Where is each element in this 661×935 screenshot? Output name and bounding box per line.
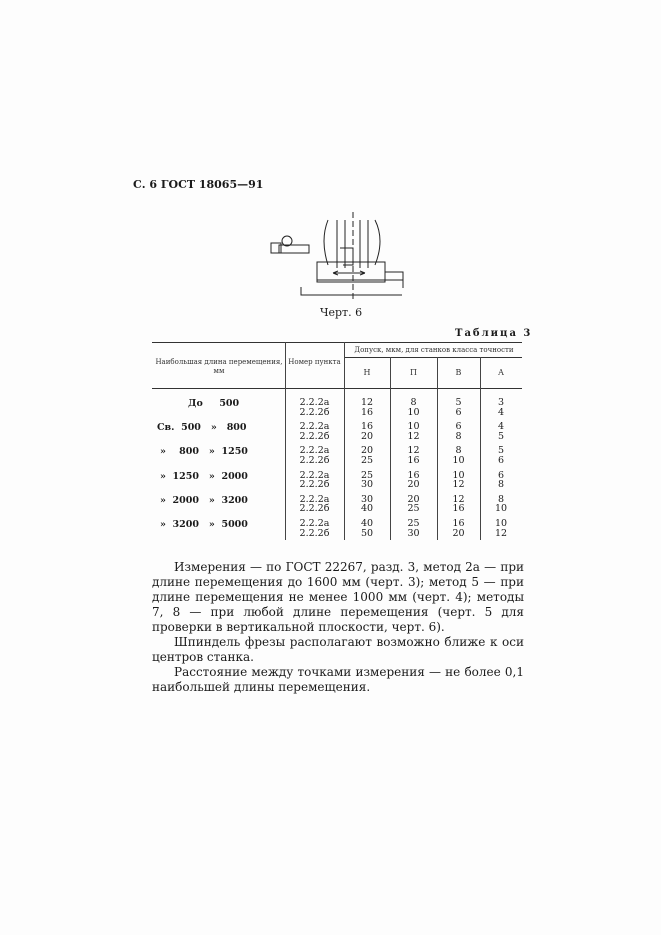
row-range: » 800 » 1250: [160, 446, 248, 458]
tolerance-value: 3: [497, 397, 505, 408]
figure-caption: Черт. 6: [320, 306, 363, 319]
class-header: П: [410, 368, 417, 377]
paragraph: Шпиндель фрезы располагают возможно ближе к оси центров станка.: [152, 635, 524, 664]
item-number: 2.2.2а: [299, 518, 330, 529]
tolerance-value: 10: [452, 454, 465, 466]
tolerance-value: 12: [452, 493, 465, 505]
tolerance-value: 40: [360, 518, 374, 529]
table-caption: Таблица 3: [455, 328, 533, 339]
item-number: 2.2.2а: [299, 421, 330, 433]
item-number: 2.2.2б: [299, 479, 330, 491]
paragraph: Измерения — по ГОСТ 22267, разд. 3, метод 2а — при длине перемещения до 1600 мм (черт. 3); метод 5 — при длине перемещения не менее 1000 мм (черт. 4); методы 7, 8 — при любой длине перемещения (черт. 5 для проверки в вертикальной плоскости, черт. 6).: [152, 560, 524, 634]
class-header: В: [455, 368, 462, 377]
tolerance-value: 16: [407, 469, 420, 481]
row-range: » 1250 » 2000: [160, 470, 248, 482]
tolerance-value: 6: [497, 469, 505, 481]
row-range: » 2000 » 3200: [160, 494, 248, 506]
tolerance-value: 20: [360, 445, 374, 457]
tolerance-value: 25: [360, 454, 374, 466]
paragraph: Расстояние между точками измерения — не более 0,1 наибольшей длины перемещения.: [152, 665, 524, 694]
tolerance-value: 5: [455, 397, 462, 408]
tolerance-value: 6: [455, 421, 462, 433]
tolerance-value: 4: [497, 406, 505, 418]
row-range: До 500: [188, 398, 240, 409]
page-header: С. 6 ГОСТ 18065—91: [133, 178, 264, 191]
item-number: 2.2.2б: [299, 430, 330, 442]
tolerance-value: 10: [494, 518, 508, 529]
tolerance-value: 16: [452, 518, 465, 529]
tolerance-value: 8: [455, 445, 462, 457]
tolerance-value: 20: [360, 430, 374, 442]
tolerance-value: 12: [452, 479, 465, 491]
item-number: 2.2.2а: [299, 469, 330, 481]
column-header-length: Наибольшая длина перемещения, мм: [155, 358, 283, 375]
item-number: 2.2.2б: [299, 454, 330, 466]
tolerance-value: 12: [494, 527, 508, 539]
tolerance-value: 30: [360, 493, 374, 505]
tolerance-value: 16: [452, 503, 465, 515]
tolerance-value: 8: [497, 479, 505, 491]
tolerance-value: 5: [497, 430, 505, 442]
body-text: [152, 560, 524, 695]
class-header: Н: [363, 368, 371, 377]
tolerance-value: 20: [407, 493, 420, 505]
tolerance-value: 10: [452, 469, 465, 481]
tolerance-value: 25: [407, 503, 420, 515]
item-number: 2.2.2а: [299, 493, 330, 505]
column-header-tolerance: Допуск, мкм, для станков класса точности: [354, 346, 514, 354]
figure-6-drawing: [265, 210, 415, 300]
tolerance-value: 25: [360, 469, 374, 481]
class-header: А: [497, 368, 505, 377]
row-range: » 3200 » 5000: [160, 519, 248, 530]
tolerance-value: 10: [407, 421, 420, 433]
row-range: Св. 500 » 800: [157, 422, 247, 434]
item-number: 2.2.2б: [299, 527, 330, 539]
tolerance-value: 16: [360, 421, 374, 433]
tolerance-value: 50: [360, 527, 374, 539]
tolerance-value: 12: [407, 430, 420, 442]
tolerance-value: 5: [497, 445, 505, 457]
tolerance-value: 10: [494, 503, 508, 515]
item-number: 2.2.2б: [299, 503, 330, 515]
tolerance-value: 20: [452, 527, 465, 539]
tolerance-value: 30: [407, 527, 420, 539]
tolerance-value: 40: [360, 503, 374, 515]
column-header-item: Номер пункта: [288, 358, 341, 366]
item-number: 2.2.2а: [299, 397, 330, 408]
tolerance-value: 16: [360, 406, 374, 418]
tolerance-value: 25: [407, 518, 420, 529]
tolerance-value: 12: [407, 445, 420, 457]
tolerance-value: 4: [497, 421, 505, 433]
tolerance-value: 8: [455, 430, 462, 442]
tolerance-value: 6: [497, 454, 505, 466]
tolerance-value: 6: [455, 406, 462, 418]
tolerance-value: 12: [360, 397, 374, 408]
tolerance-value: 10: [407, 406, 420, 418]
item-number: 2.2.2б: [299, 406, 330, 418]
tolerance-value: 30: [360, 479, 374, 491]
tolerance-value: 16: [407, 454, 420, 466]
tolerance-value: 8: [410, 397, 417, 408]
tolerance-value: 20: [407, 479, 420, 491]
item-number: 2.2.2а: [299, 445, 330, 457]
tolerance-value: 8: [497, 493, 505, 505]
